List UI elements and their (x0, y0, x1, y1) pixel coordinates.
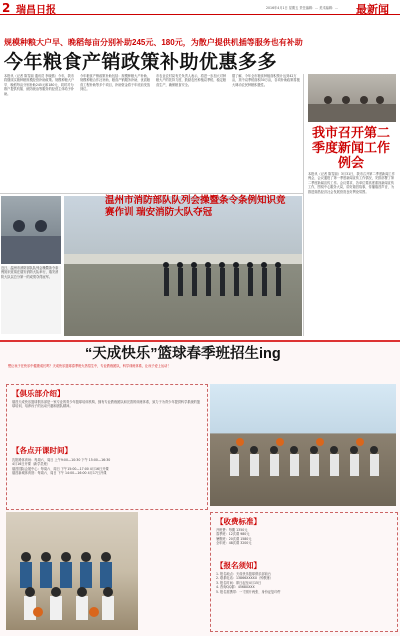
kids-basketball-photo (210, 384, 396, 506)
column-divider (303, 74, 304, 336)
lead-column-1 (4, 74, 76, 192)
time-item: 瑞昌国际会展中心：每周六、周日 下午15:00—17:00 4月16日开课 (12, 466, 109, 471)
basketball-photo-2 (6, 512, 138, 630)
time-list (12, 458, 204, 476)
fee-item: 全年班：48次课 3200元 (216, 541, 252, 546)
sidebar-body (308, 172, 396, 336)
page-header (0, 0, 400, 15)
feature-intro: 想让孩子在快乐中健康成长吗？天成快乐篮球春季班火热招生中，专业教练团队，科学训练体系，让孩子爱上运动！ (8, 364, 171, 368)
divider (0, 193, 303, 194)
signup-item: 5. 报名需携带：一寸照片两张、身份证复印件 (216, 589, 281, 594)
fee-list (216, 528, 392, 546)
basketball-photo-1 (210, 384, 396, 506)
event-caption (1, 266, 61, 334)
signup-item: 2. 联系电话：13866XXXXX（钟教练） (216, 576, 273, 581)
newspaper-logo: 瑞昌日报 (16, 5, 56, 16)
lead-paragraph: 本报讯（记者 陈雪丽 通讯员 李晓燕）今年，我市将继续实施种粮规模经营补助政策。规模种粮大户早、晚稻每亩分别补助245元和180元，同时对为散户提供机插、统防统治等服务的经营主体给予补助。 (4, 74, 75, 96)
time-heading: 【各点开课时间】 (12, 446, 72, 455)
signup-heading: 【报名须知】 (216, 561, 261, 570)
fee-heading: 【收费标准】 (216, 517, 261, 526)
time-item: 瑞昌新城体育馆：每周六、周日 下午 14:00—16:00 4月17日开课 (12, 471, 107, 476)
lead-headline: 今年粮食产销政策补助优惠多多 (4, 52, 278, 73)
sidebar-headline: 我市召开第二季度新闻工作例会 (311, 125, 390, 170)
club-body: 瑞昌天成快乐篮球俱乐部是一家专业的青少年篮球培训机构，拥有专业教练团队和完善的训练体系，致力于为青少年提供科学系统的篮球培训，培养孩子的运动兴趣和团队精神。 (12, 400, 201, 409)
time-item: 4月16日开课（新学员班） (12, 462, 50, 467)
team-photo (6, 512, 138, 630)
lead-column-3 (156, 74, 228, 192)
fee-item: 开班费：每期 1350元 (216, 528, 248, 532)
meeting-photo (308, 74, 396, 122)
section-title: 最新闻 (356, 3, 389, 16)
uniform-photo (1, 196, 61, 264)
signup-list (216, 572, 392, 594)
event-title: 温州市消防部队队列会操暨条令条例知识竞赛作训 瑞安消防大队夺冠 (105, 195, 286, 218)
lead-paragraph: 今年粮食产销政策补助包括：规模种粮大户补助，规模种粮合作社补助，粮食产销服务补助，优质粮食工程补助等多个项目，补助资金将于年底前发放到位。 (80, 74, 151, 92)
fee-item: 春季班：12次课 980元 (216, 532, 250, 537)
lead-paragraph: 据了解，今年全市粮食种植面积预计达到42万亩，其中双季稻面积30万亩，各项补助政策将极大调动农民种粮积极性。 (232, 74, 300, 87)
signup-item: 4. 咨询QQ群：4568XXXX (216, 585, 255, 590)
fee-item: 暑假班：20次课 1580元 (216, 536, 252, 541)
lead-column-4 (232, 74, 302, 192)
sidebar-paragraph: 本报讯（记者 陈雪丽）3月31日，我市召开第二季度新闻工作例会，会议通报了第一季度新闻宣传工作情况，安排部署了第二季度新闻宣传工作。会议要求，各单位要高度重视新闻宣传工作，围绕中心服务大局，讲好瑞昌故事，传播瑞昌声音，为推进瑞昌经济社会发展营造良好舆论氛围。 (308, 172, 395, 194)
page-number: 2 (2, 1, 11, 15)
sidebar-photo (308, 74, 396, 122)
event-caption-text: 近日，温州市消防部队队列会操暨条令条例知识竞赛在瑞安消防大队举行，瑞安消防大队以总分第一的成绩夺得冠军。 (1, 266, 59, 279)
lead-paragraph: 市农业农村局有关负责人表示，将进一步加大对种粮大户的扶持力度，鼓励农民种植双季稻，稳定粮食生产，确保粮食安全。 (156, 74, 227, 87)
event-small-photo (1, 196, 61, 264)
time-item: 沈阳路体育场：每周六、周日 上午9:00—10:30 下午 15:00—16:30 (12, 458, 111, 462)
feature-title: “天成快乐”篮球春季班招生ing (85, 346, 281, 362)
dateline: 2016年4月1日 星期五 责任编辑：... 美术编辑：... (266, 6, 339, 10)
signup-item: 1. 报名地点：天成快乐篮球俱乐部前台 (216, 572, 272, 576)
signup-item: 3. 报名时间：即日起至4月15日 (216, 580, 262, 585)
lead-column-2 (80, 74, 152, 192)
lead-deck: 规模种粮大户早、晚稻每亩分别补助245元、180元，为散户提供机插等服务也有补助 (4, 38, 303, 47)
club-heading: 【俱乐部介绍】 (12, 389, 65, 398)
